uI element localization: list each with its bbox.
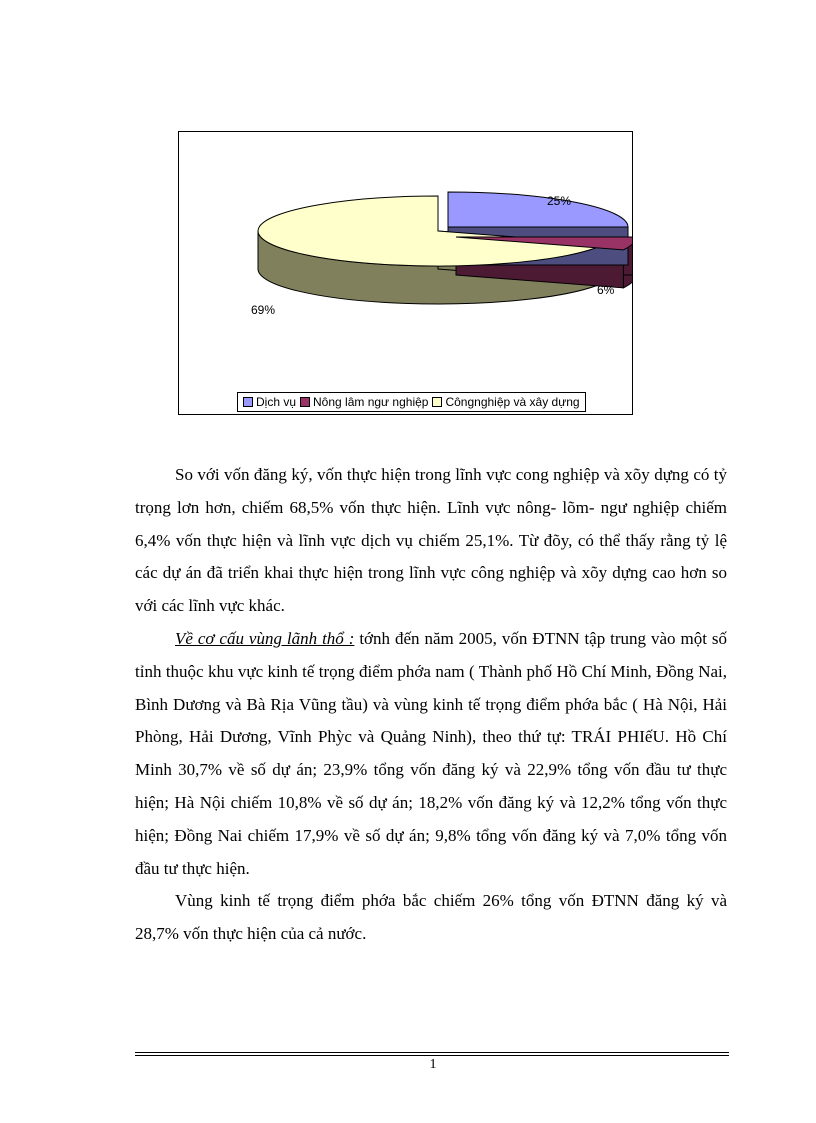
paragraph-2 [135,623,727,885]
pie-chart [178,131,633,415]
pie-label-dich-vu: 25% [547,194,572,208]
legend-swatch-dich-vu [243,397,253,407]
legend-entry-nong-lam [300,395,428,409]
page-number: 1 [429,1057,437,1072]
legend-entry-cong-nghiep [432,395,579,409]
legend-label-nong-lam: Nông lâm ngư nghiệp [313,395,429,409]
legend-swatch-nong-lam [300,397,310,407]
paragraph-2-text: tớnh đến năm 2005, vốn ĐTNN tập trung vào một số tỉnh thuộc khu vực kinh tế trọng điểm phớa nam ( Thành phố Hồ Chí Minh, Đồng Nai, Bình Dương và Bà Rịa Vũng tầu) và vùng kinh tế trọng điểm phớa bắc ( Hà Nội, Hải Phòng, Hải Dương, Vĩnh Phỳc và Quảng Ninh), theo thứ tự: TRÁI PHIếU. Hồ Chí Minh 30,7% về số dự án; 23,9% tổng vốn đăng ký và 22,9% tổng vốn đầu tư thực hiện; Hà Nội chiếm 10,8% về số dự án; 18,2% vốn đăng ký và 12,2% tổng vốn thực hiện; Đồng Nai chiếm 17,9% về số dự án; 9,8% tổng vốn đăng ký và 7,0% tổng vốn đầu tư thực hiện. [135,628,727,878]
chart-legend [237,392,586,412]
pie-label-cong-nghiep: 69% [251,303,276,317]
body-text [135,459,727,951]
paragraph-1: So với vốn đăng ký, vốn thực hiện trong lĩnh vực cong nghiệp và xõy dựng có tỷ trọng lơn hơn, chiếm 68,5% vốn thực hiện. Lĩnh vực nông- lõm- ngư nghiệp chiếm 6,4% vốn thực hiện và lĩnh vực dịch vụ chiếm 25,1%. Từ đõy, có thể thấy rằng tỷ lệ các dự án đã triển khai thực hiện trong lĩnh vực công nghiệp và xõy dựng cao hơn so với các lĩnh vực khác. [135,465,727,616]
section-heading: Về cơ cấu vùng lãnh thổ : [175,628,355,648]
pie-chart-svg [179,132,632,414]
paragraph-3: Vùng kinh tế trọng điểm phớa bắc chiếm 26% tổng vốn ĐTNN đăng ký và 28,7% vốn thực hiện của cả nước. [135,891,727,944]
legend-label-dich-vu: Dịch vụ [256,395,297,409]
pie-label-nong-lam: 6% [597,283,615,297]
footer-divider-top [135,1052,729,1053]
legend-swatch-cong-nghiep [432,397,442,407]
footer-divider-bottom [135,1055,729,1056]
pie-slice-dich-vu [448,192,628,227]
legend-entry-dich-vu [243,395,296,409]
legend-label-cong-nghiep: Côngnghiệp và xây dựng [445,395,580,409]
